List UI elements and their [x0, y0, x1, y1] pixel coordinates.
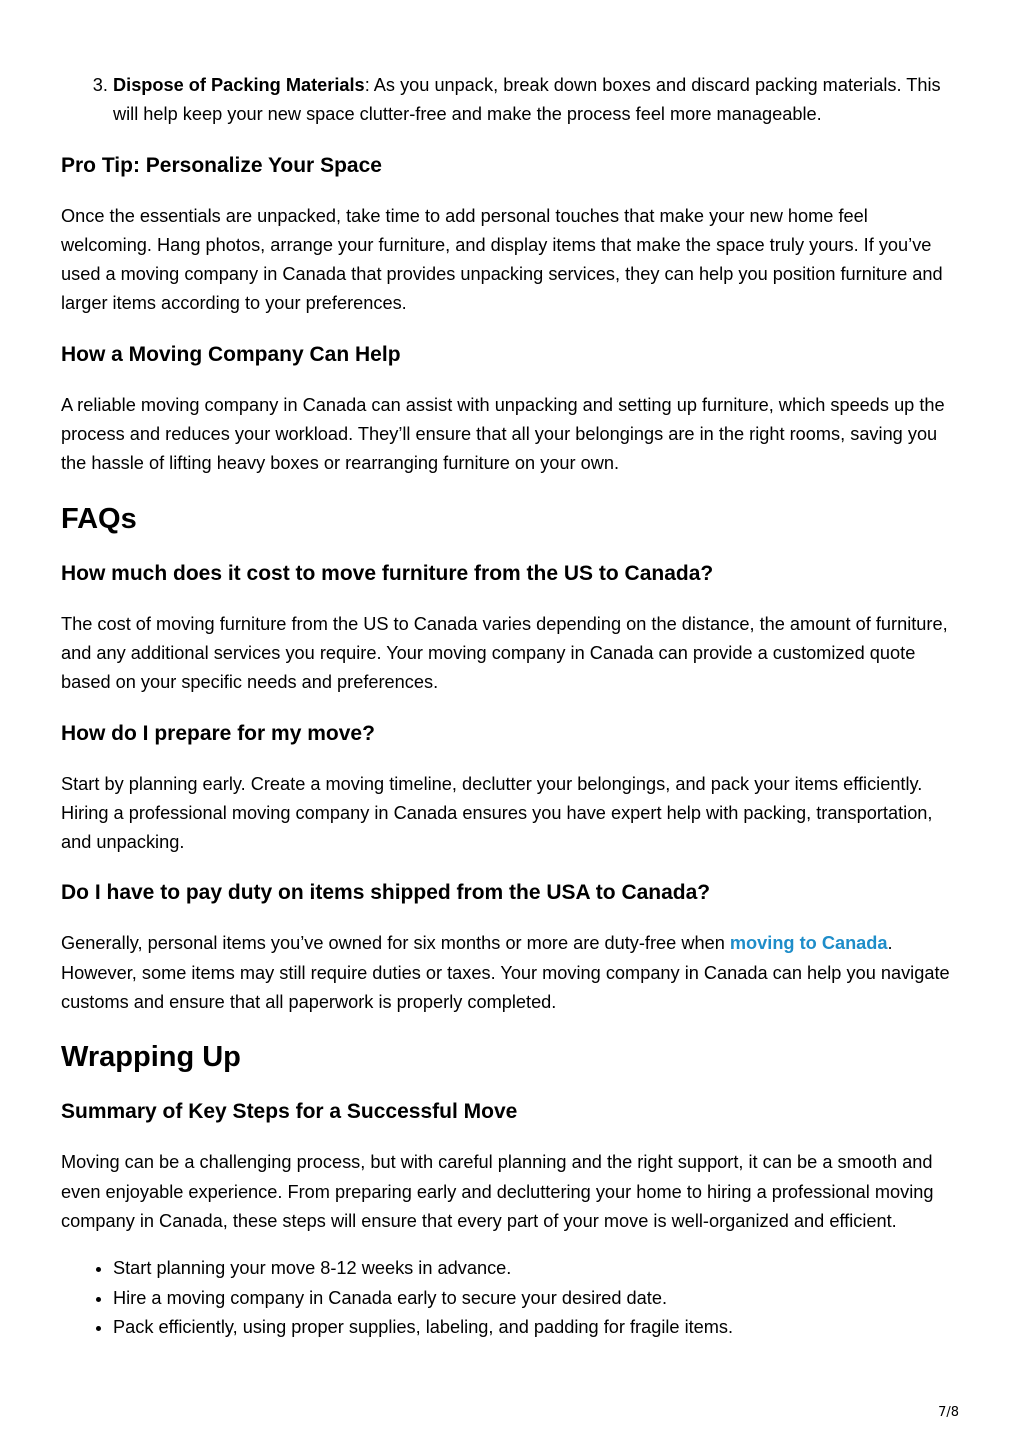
pro-tip-heading: Pro Tip: Personalize Your Space: [61, 153, 382, 177]
list-item: • Start planning your move 8-12 weeks in advance.: [113, 1254, 961, 1283]
document-page: [61, 70, 961, 1342]
list-item-title: Dispose of Packing Materials: [113, 75, 365, 95]
faqs-heading: FAQs: [61, 502, 137, 535]
faq-question-prepare: How do I prepare for my move?: [61, 721, 375, 745]
moving-company-help-paragraph: A reliable moving company in Canada can assist with unpacking and setting up furniture, which speeds up the process and reduces your workload. They’ll ensure that all your belongings are in the right rooms, saving you the hassle of lifting heavy boxes or rearranging furniture on your own.: [61, 394, 945, 474]
summary-paragraph: Moving can be a challenging process, but with careful planning and the right support, it can be a smooth and even enjoyable experience. From preparing early and decluttering your home to hiring a professional moving company in Canada, these steps will ensure that every part of your move is well-organized and efficient.: [61, 1152, 934, 1231]
list-item: [113, 71, 961, 130]
faq-answer-duty: [61, 929, 961, 1017]
list-item-text: : As you unpack, break down boxes and discard packing materials. This will help keep your new space clutter-free and make the process feel more manageable.: [113, 75, 941, 125]
faq-question-duty: Do I have to pay duty on items shipped from the USA to Canada?: [61, 881, 711, 905]
faq-answer-duty-text-after: . However, some items may still require duties or taxes. Your moving company in Canada can help you navigate customs and ensure that all paperwork is properly completed.: [61, 933, 950, 1013]
moving-company-help-heading: How a Moving Company Can Help: [61, 342, 401, 366]
numbered-list: [61, 71, 961, 130]
key-steps-list: [61, 1254, 961, 1342]
list-item: • Hire a moving company in Canada early to secure your desired date.: [113, 1284, 961, 1313]
pro-tip-paragraph: Once the essentials are unpacked, take time to add personal touches that make your new home feel welcoming. Hang photos, arrange your furniture, and display items that make the space truly yours. If you’ve used a moving company in Canada that provides unpacking services, they can help you position furniture and larger items according to your preferences.: [61, 205, 943, 314]
faq-answer-cost: The cost of moving furniture from the US to Canada varies depending on the distance, the amount of furniture, and any additional services you require. Your moving company in Canada can provide a customized quote based on your specific needs and preferences.: [61, 613, 948, 693]
faq-question-cost: How much does it cost to move furniture from the US to Canada?: [61, 561, 714, 585]
page-number: 7/8: [938, 1405, 959, 1420]
faq-answer-prepare: Start by planning early. Create a moving timeline, declutter your belongings, and pack your items efficiently. Hiring a professional moving company in Canada ensures you have expert help with packing, transportation, and unpacking.: [61, 773, 933, 853]
list-item: • Pack efficiently, using proper supplies, labeling, and padding for fragile items.: [113, 1313, 961, 1342]
wrapping-up-heading: Wrapping Up: [61, 1041, 241, 1074]
summary-heading: Summary of Key Steps for a Successful Move: [61, 1100, 518, 1124]
faq-answer-duty-text-before: Generally, personal items you’ve owned for six months or more are duty-free when: [61, 933, 730, 954]
moving-to-canada-link[interactable]: moving to Canada: [729, 933, 888, 954]
